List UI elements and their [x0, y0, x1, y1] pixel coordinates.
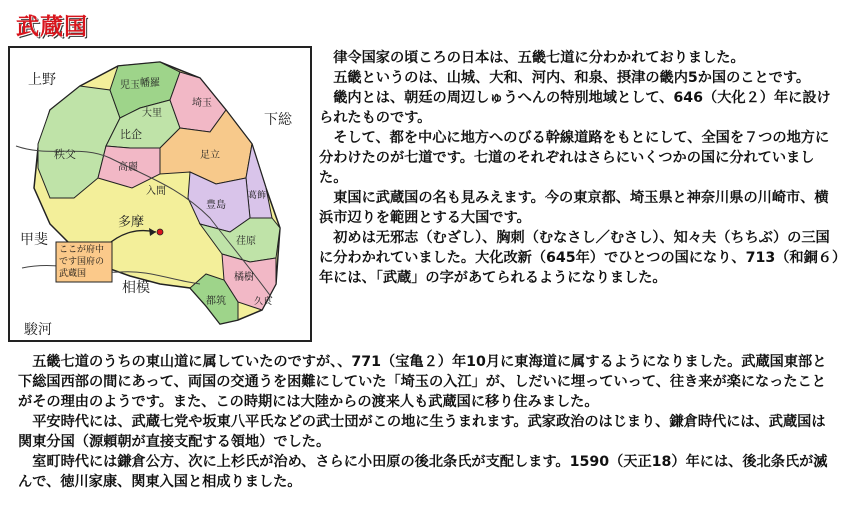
district-label-koma: 高麗 [118, 162, 138, 173]
fuchu-marker [157, 229, 163, 235]
district-label-tama: 多摩 [118, 215, 145, 230]
musashi-map [8, 46, 312, 342]
province-label-shimotsuke: 下総 [264, 112, 292, 128]
side-text [319, 48, 841, 288]
district-label-hiki: 比企 [120, 128, 142, 141]
main-paragraph: 五畿七道のうちの東山道に属していたのですが、、771（宝亀２）年10月に東海道に属するようになりました。武蔵国東部と下総国西部の間にあって、両国の交通うを困難にしていた「埼玉の入江」が、しだいに埋っていって、往き来が楽になったことがその理由のようです。また、この時期には大陸からの渡来人も武蔵国に移り住みました。 [18, 354, 827, 410]
district-label-tsuzuki: 都筑 [206, 296, 226, 307]
district-label-adachi: 足立 [200, 150, 220, 161]
map-svg [10, 48, 310, 340]
district-label-kuraki: 久良 [254, 297, 273, 307]
side-paragraph: そして、都を中心に地方へのびる幹線道路をもとにして、全国を７つの地方に分わけたのが七道です。七道のそれぞれはさらにいくつかの国に分れていました。 [319, 130, 830, 186]
page-title: 武蔵国 [16, 14, 88, 40]
district-label-kodama: 児玉 [120, 80, 140, 91]
province-label-suruga: 駿河 [24, 322, 52, 338]
main-paragraph: 室町時代には鎌倉公方、次に上杉氏が治め、さらに小田原の後北条氏が支配します。1590（天正18）年には、後北条氏が滅んで、徳川家康、関東入国と相成りました。 [18, 454, 828, 490]
district-label-katsushika: 葛飾 [248, 191, 267, 201]
district-katsushika-area [246, 144, 272, 218]
province-label-sagami: 相模 [122, 280, 150, 296]
district-label-ebara: 荏原 [236, 236, 256, 247]
district-label-tachibana: 橘樹 [234, 272, 254, 283]
side-paragraph: 初めは无邪志（むざし）、胸刺（むなさし／むさし）、知々夫（ちちぶ）の三国に分わかれていました。大化改新（645年）でひとつの国になり、713（和銅６）年には、「武蔵」の字があてられるようになりました。 [319, 230, 840, 286]
district-label-chichibu: 秩父 [54, 148, 76, 161]
district-label-hanazawa: 幡羅 [140, 78, 160, 89]
main-text [18, 352, 830, 492]
side-paragraph: 律令国家の頃ころの日本は、五畿七道に分わかれておりました。 [319, 50, 745, 66]
district-label-iruma: 入間 [146, 186, 166, 197]
side-paragraph: 東国に武蔵国の名も見みえます。今の東京都、埼玉県と神奈川県の川崎市、横浜市辺りを範囲とする大国です。 [319, 190, 829, 226]
side-paragraph: 五畿というのは、山城、大和、河内、和泉、摂津の畿内5か国のことです。 [319, 70, 811, 86]
district-label-oosato: 大里 [142, 108, 162, 119]
callout-label: ここが府中です国府の武蔵国 [59, 245, 105, 279]
province-label-kozuke: 上野 [28, 72, 56, 88]
district-label-saitama: 埼玉 [192, 98, 212, 109]
side-paragraph: 畿内とは、朝廷の周辺しゅうへんの特別地域として、646（大化２）年に設けられたものです。 [319, 90, 831, 126]
district-label-toshima: 豊島 [206, 200, 226, 211]
main-paragraph: 平安時代には、武蔵七党や坂東八平氏などの武士団がこの地に生うまれます。武家政治のはじまり、鎌倉時代には、武蔵国は関東分国（源頼朝が直接支配する領地）でした。 [18, 414, 826, 450]
province-label-kai: 甲斐 [20, 232, 48, 248]
